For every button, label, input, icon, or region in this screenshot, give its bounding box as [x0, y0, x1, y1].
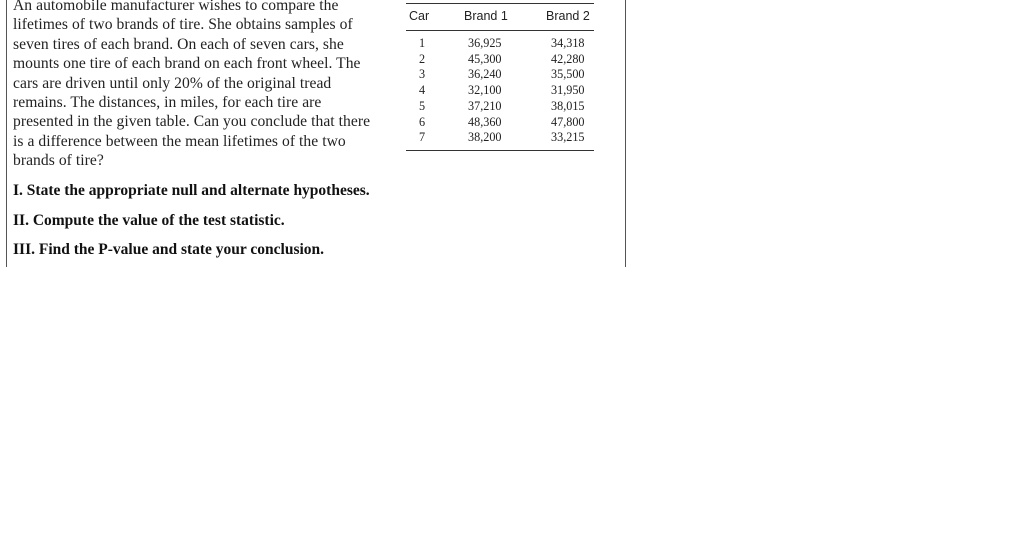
brand-2-cell: 47,800: [551, 114, 585, 129]
brand-1-cell: 37,210: [468, 98, 502, 113]
header-car: Car: [409, 9, 430, 23]
problem-line: is a difference between the mean lifetimes of the two: [13, 132, 346, 150]
problem-line: lifetimes of two brands of tire. She obtains samples of: [13, 16, 353, 34]
question-list: [13, 181, 370, 270]
brand-1-cell: 38,200: [468, 130, 502, 145]
problem-line: seven tires of each brand. On each of seven cars, she: [13, 35, 344, 53]
question-3: III. Find the P-value and state your conclusion.: [13, 241, 325, 258]
brand-1-cell: 45,300: [468, 51, 502, 66]
brand-2-cell: 35,500: [551, 67, 585, 82]
question-1: I. State the appropriate null and alternate hypotheses.: [13, 182, 370, 199]
brand-2-cell: 34,318: [551, 36, 585, 50]
brand-1-column: [468, 36, 502, 146]
problem-line: presented in the given table. Can you conclude that there: [13, 113, 371, 131]
header-brand-2: Brand 2: [546, 9, 590, 23]
problem-line: cars are driven until only 20% of the original tread: [13, 74, 332, 92]
car-cell: 2: [418, 51, 426, 66]
car-column: [417, 36, 427, 146]
problem-line: remains. The distances, in miles, for each tire are: [13, 94, 322, 112]
brand-2-cell: 33,215: [551, 130, 585, 145]
brand-2-cell: 31,950: [551, 83, 585, 98]
brand-1-cell: 32,100: [468, 83, 502, 98]
problem-line: mounts one tire of each brand on each front wheel. The: [13, 55, 361, 73]
car-cell: 4: [418, 83, 426, 98]
brand-2-cell: 38,015: [551, 98, 585, 113]
problem-line: An automobile manufacturer wishes to compare the: [13, 0, 339, 14]
problem-statement: [13, 0, 405, 171]
brand-1-cell: 36,925: [468, 36, 502, 50]
header-brand-1: Brand 1: [464, 9, 508, 23]
car-cell: 5: [418, 98, 426, 113]
car-cell: 3: [418, 67, 426, 82]
car-cell: 7: [418, 130, 426, 145]
car-cell: 6: [418, 114, 426, 129]
brand-2-cell: 42,280: [551, 51, 585, 66]
question-2: II. Compute the value of the test statistic.: [13, 211, 285, 229]
brand-1-cell: 36,240: [468, 67, 502, 82]
problem-line: brands of tire?: [13, 152, 104, 170]
car-cell: 1: [418, 36, 426, 50]
table-top-rule: [406, 3, 594, 4]
brand-2-column: [551, 36, 585, 146]
table-bottom-rule: [406, 150, 594, 151]
table-header-rule: [406, 30, 594, 31]
brand-1-cell: 48,360: [468, 114, 502, 129]
